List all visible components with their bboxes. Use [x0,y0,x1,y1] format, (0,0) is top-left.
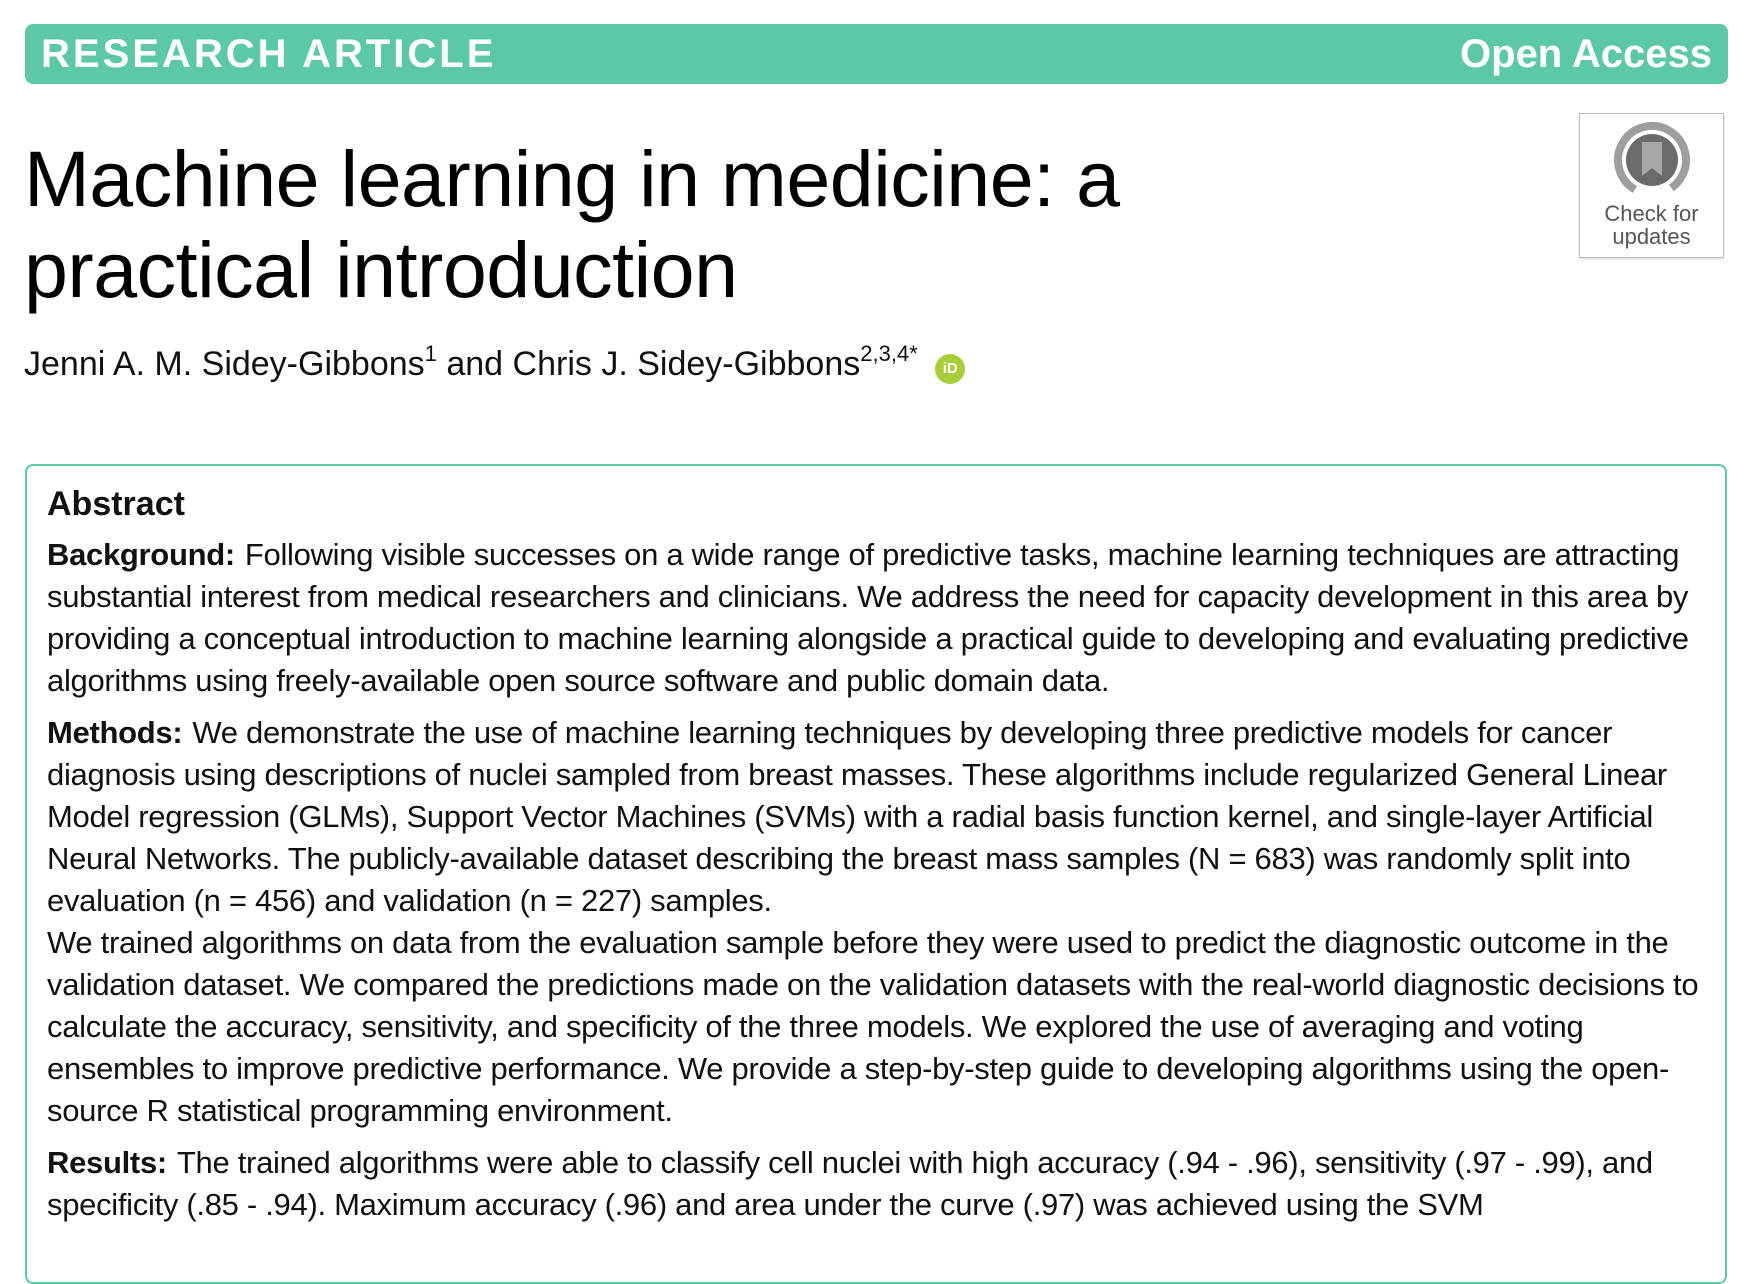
article-type-banner [25,24,1728,84]
abstract-results [47,1142,1717,1226]
check-for-updates-label: Check for updates [1604,201,1699,249]
results-label: Results: [47,1145,167,1180]
author-name[interactable]: Jenni A. M. Sidey-Gibbons [24,345,425,383]
results-text: The trained algorithms were able to classify cell nuclei with high accuracy (.94 - .96), sensitivity (.97 - .99), and specificity (.85 - .94). Maximum accuracy (.96) and area under the curve (.97) was achieved using the SVM [47,1145,1653,1222]
abstract-box [25,464,1727,1284]
author-name[interactable]: Chris J. Sidey-Gibbons [512,345,861,383]
background-text: Following visible successes on a wide range of predictive tasks, machine learning techniques are attracting substantial interest from medical researchers and clinicians. We address the need for capacity development in this area by providing a conceptual introduction to machine learning alongside a practical guide to developing and evaluating predictive algorithms using freely-available open source software and public domain data. [47,537,1689,698]
author-conjunction: and [446,345,504,383]
abstract-heading: Abstract [47,485,185,523]
author-affiliation: 1 [424,341,437,366]
abstract-background [47,534,1717,702]
background-label: Background: [47,537,235,572]
bookmark-refresh-icon [1612,120,1692,200]
orcid-icon[interactable]: iD [935,354,965,384]
article-title [24,133,1524,315]
methods-text: We demonstrate the use of machine learning techniques by developing three predictive models for cancer diagnosis using descriptions of nuclei sampled from breast masses. These algorithms include regularized General Linear Model regression (GLMs), Support Vector Machines (SVMs) with a radial basis function kernel, and single-layer Artificial Neural Networks. The publicly-available dataset describing the breast mass samples (N = 683) was randomly split into evaluation (n = 456) and validation (n = 227) samples. [47,715,1667,918]
methods-label: Methods: [47,715,183,750]
article-type-label: RESEARCH ARTICLE [41,32,497,76]
abstract-methods [47,712,1717,1132]
open-access-label[interactable]: Open Access [1460,32,1712,76]
methods-text-continued: We trained algorithms on data from the evaluation sample before they were used to predict the diagnostic outcome in the validation dataset. We compared the predictions made on the validation datasets with the real-world diagnostic decisions to calculate the accuracy, sensitivity, and specificity of the three models. We explored the use of averaging and voting ensembles to improve predictive performance. We provide a step-by-step guide to developing algorithms using the open-source R statistical programming environment. [47,925,1699,1128]
article-title-line-1: Machine learning in medicine: a [24,134,1120,223]
author-list [24,342,965,386]
check-for-updates-button[interactable] [1579,113,1724,258]
author-affiliation: 2,3,4* [860,341,918,366]
article-title-line-2: practical introduction [24,225,738,314]
